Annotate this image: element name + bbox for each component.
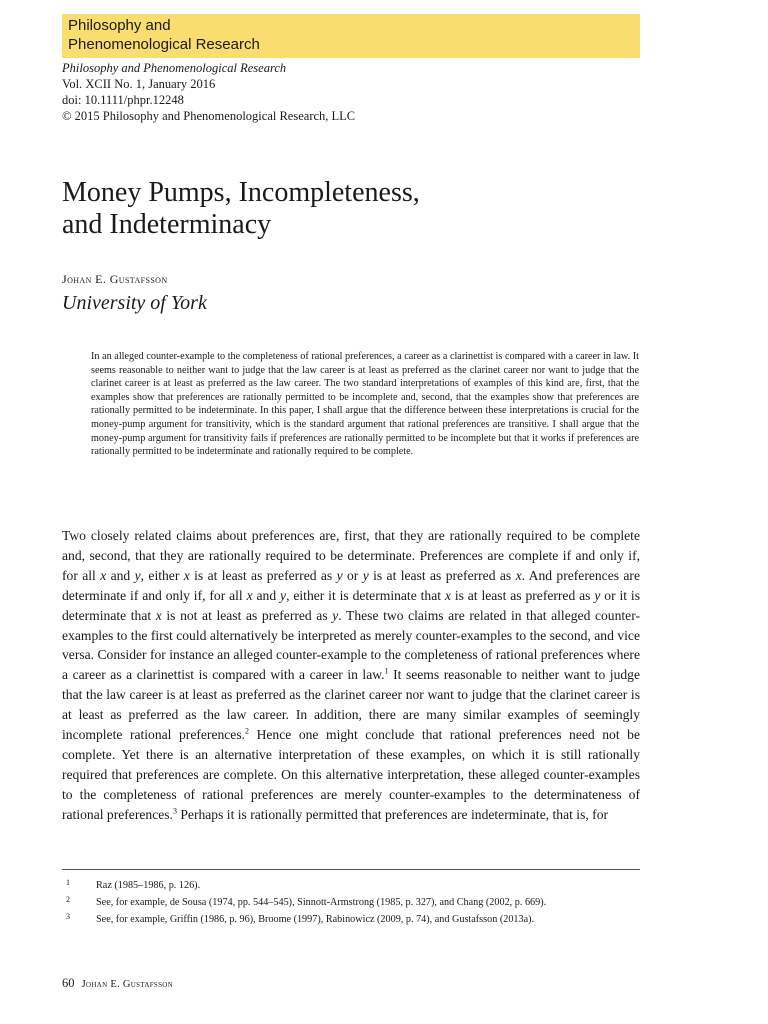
footnote-ref-1[interactable]: 1	[384, 666, 389, 676]
footnote-text: See, for example, de Sousa (1974, pp. 544–545), Sinnott-Armstrong (1985, p. 327), and Chang (2002, p. 669).	[96, 897, 547, 908]
footnote-mark: 1	[66, 878, 70, 887]
body-text-segment: . And preferences are determinate if and only if, for all	[62, 567, 640, 603]
variable-x: x	[515, 567, 522, 583]
journal-name: Philosophy and Phenomenological Research	[62, 61, 287, 75]
variable-y: y	[336, 567, 343, 583]
body-text-segment: . These two claims are related in that alleged counter-examples to the first could alternatively be interpreted as merely counter-examples to the second, and vice versa. Consider for instance an alleged counter-example to the completeness of rational preferences where a career as a clarinettist is compared with a career in law.	[62, 607, 640, 683]
copyright: © 2015 Philosophy and Phenomenological Research, LLC	[62, 109, 356, 123]
footnotes	[62, 879, 640, 930]
running-head: Johan E. Gustafsson	[81, 979, 174, 990]
footnote-ref-2[interactable]: 2	[245, 726, 250, 736]
author-affiliation: University of York	[62, 292, 207, 314]
journal-banner	[62, 14, 640, 58]
variable-x: x	[155, 607, 162, 623]
body-paragraph	[62, 526, 640, 825]
body-text-segment: is not at least as preferred as	[161, 607, 333, 623]
variable-y: y	[134, 567, 141, 583]
footnote-ref-3[interactable]: 3	[172, 806, 177, 816]
body-text-segment: , either	[140, 567, 184, 583]
footnote-mark: 3	[66, 912, 70, 921]
body-text-segment: or	[342, 567, 363, 583]
page-number: 60	[62, 976, 75, 990]
variable-y: y	[362, 567, 369, 583]
body-text-segment: Perhaps it is rationally permitted that preferences are indeterminate, that is, for	[176, 806, 609, 822]
footnote-divider	[62, 869, 640, 870]
body-text-segment: Hence one might conclude that rational preferences need not be complete. Yet there is an alternative interpretation of these examples, on which it is still rationally required that preferences are complete. On this alternative interpretation, these alleged counter-examples to the completeness of rational preferences are merely counter-examples to the determinateness of rational preferences.	[62, 727, 640, 822]
footnote-2	[62, 896, 640, 909]
variable-y: y	[332, 607, 339, 623]
doi: doi: 10.1111/phpr.12248	[62, 93, 184, 107]
footnote-mark: 2	[66, 895, 70, 904]
author-name: Johan E. Gustafsson	[62, 272, 168, 286]
body-text-segment: It seems reasonable to neither want to judge that the law career is at least as preferred as the clarinet career nor want to judge that the clarinet career is at least as preferred as the law career. In addition, there are many similar examples of seemingly incomplete rational preferences.	[62, 667, 640, 743]
body-text-segment: is at least as preferred as	[368, 567, 516, 583]
volume-info: Vol. XCII No. 1, January 2016	[62, 77, 216, 91]
body-text-segment: , either it is determinate that	[286, 587, 445, 603]
article-title: Money Pumps, Incompleteness, and Indeterminacy	[62, 177, 420, 240]
body-text-segment: Two closely related claims about preferences are, first, that they are rationally required to be complete and, second, that they are rationally required to be determinate. Preferences are complete if and only if, for all	[62, 528, 640, 583]
body-text-segment: and	[252, 587, 281, 603]
abstract: In an alleged counter-example to the completeness of rational preferences, a career as a clarinettist is compared with a career in law. It seems reasonable to neither want to judge that the law career is at least as preferred as the clarinet career nor want to judge that the clarinet career is at least as preferred as the law career. The two standard interpretations of examples of this kind are, first, that the examples show that preferences are rationally permitted to be incomplete and, second, that the examples show that preferences are rationally permitted to be indeterminate. In this paper, I shall argue that the difference between these interpretations is crucial for the money-pump argument for transitivity, which is the standard argument that rational preferences are transitive. I shall argue that the money-pump argument for transitivity fails if preferences are rationally permitted to be incomplete but that it works if preferences are rationally permitted to be indeterminate and rationally required to be complete.	[91, 351, 639, 458]
body-text-segment: and	[106, 567, 135, 583]
footnote-text: Raz (1985–1986, p. 126).	[96, 880, 201, 891]
journal-banner-line2: Phenomenological Research	[68, 36, 260, 53]
variable-y: y	[280, 587, 287, 603]
page-footer	[62, 976, 173, 992]
footnote-text: See, for example, Griffin (1986, p. 96), Broome (1997), Rabinowicz (2009, p. 74), and Gustafsson (2013a).	[96, 914, 535, 925]
variable-y: y	[594, 587, 601, 603]
variable-x: x	[100, 567, 107, 583]
variable-x: x	[246, 587, 253, 603]
variable-x: x	[183, 567, 190, 583]
footnote-3	[62, 913, 640, 926]
journal-banner-line1: Philosophy and	[68, 17, 171, 34]
body-text-segment: is at least as preferred as	[189, 567, 337, 583]
article-metadata	[62, 60, 355, 124]
body-text-segment: or it is determinate that	[62, 587, 640, 623]
body-text-segment: is at least as preferred as	[450, 587, 595, 603]
variable-x: x	[444, 587, 451, 603]
footnote-1	[62, 879, 640, 892]
